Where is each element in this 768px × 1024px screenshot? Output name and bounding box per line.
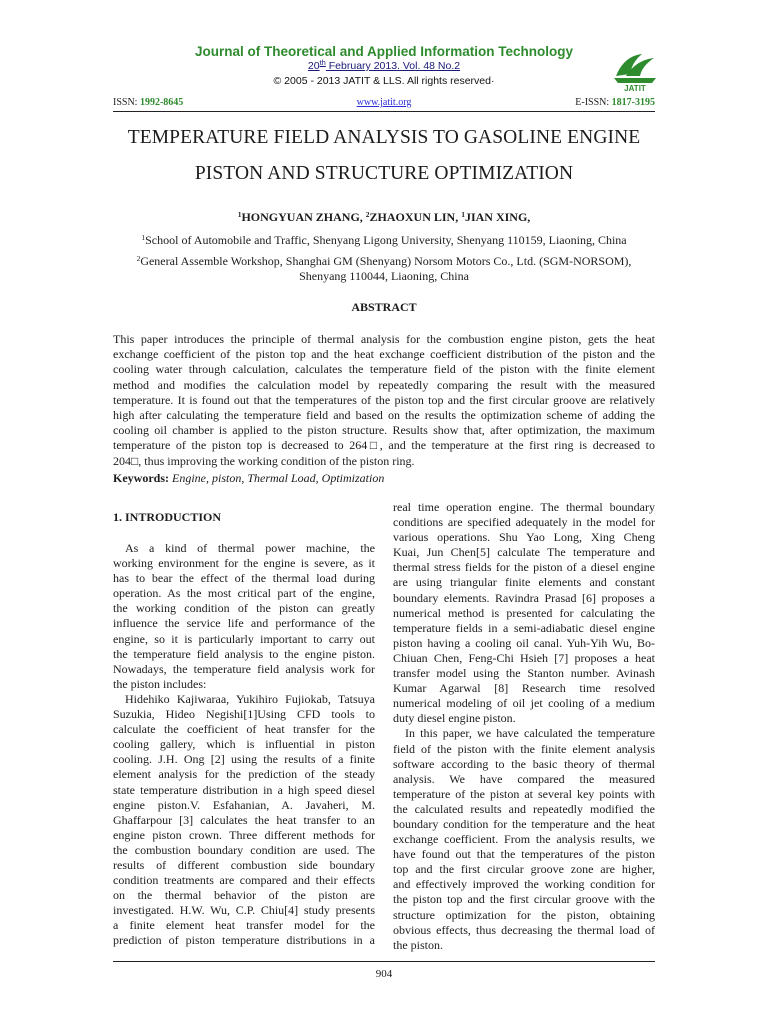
body-line: has to bear the effect of the thermal load during [113, 571, 375, 586]
abstract-line: method and modifies the calculation model by repeatedly comparing the result with the measured [113, 377, 655, 392]
abstract-heading: ABSTRACT [351, 300, 417, 314]
body-line: Ghaffarpour [3] calculates the heat transfer to an [113, 812, 375, 827]
keywords-label: Keywords: [113, 471, 169, 485]
abstract-line: 204□, thus improving the working condition of the piston ring. [113, 453, 415, 468]
body-line: working environment for the engine is severe, as it [113, 556, 375, 571]
body-line: temperature of the piston at several key points with [393, 786, 655, 801]
body-line: Kumar Agarwal [8] Research time resolved [393, 681, 655, 696]
body-line: temperature fields in a semi-adiabatic diesel engine [393, 620, 655, 635]
body-line: numerical modeling of oil jet cooling of a medium [393, 696, 655, 711]
body-line: prediction of piston temperature distributions in a [113, 933, 375, 948]
body-line: a finite element heat transfer model for the [113, 918, 375, 933]
body-line: real time operation engine. The thermal boundary [393, 500, 655, 514]
affiliation-text: Shenyang 110044, Liaoning, China [299, 269, 469, 283]
body-line: exchange coefficient. From the analysis results, we [393, 832, 655, 847]
keywords-value: Engine, piston, Thermal Load, Optimization [172, 471, 385, 485]
body-line: the temperature field analysis to the engine piston. [113, 646, 375, 661]
footer-rule [113, 961, 655, 962]
affiliation-1 [0, 233, 768, 248]
body-line: operation. As the most critical part of the engine, [113, 586, 375, 601]
body-column-left [113, 541, 375, 949]
body-line: and effectively improved the working condition for [393, 877, 655, 892]
body-line: Hidehiko Kajiwaraa, Yukihiro Fujiokab, Tatsuya [125, 691, 375, 706]
body-line: obvious effects, thus decreasing the thermal load of [393, 922, 655, 937]
issue-details: February 2013. Vol. 48 No.2 [325, 60, 461, 72]
body-line: cooling. J.H. Ong [2] using the results of a finite [113, 752, 375, 767]
body-line: transfer model using the Stanton number. Avinash [393, 666, 655, 681]
abstract-line: cooling water through calculation, calculates the temperature field of the piston with the finite element [113, 362, 655, 377]
body-line: results of different combustion side boundary [113, 857, 375, 872]
body-line: engine, so it is particularly important to carry out [113, 631, 375, 646]
body-line: Chiuan Chen, Feng-Chi Hsieh [7] proposes a heat [393, 650, 655, 665]
body-line: boundary elements. Ravindra Prasad [6] proposes a [393, 590, 655, 605]
affiliation-sup: 2 [136, 254, 141, 263]
eissn-value: 1817-3195 [611, 97, 655, 108]
abstract-line: high after calculating the temperature field and based on the results the optimization scheme of adding the [113, 407, 655, 422]
keywords [113, 471, 655, 486]
affiliation-2 [113, 254, 655, 284]
eissn-label: E-ISSN: [575, 97, 612, 108]
jatit-logo-icon [612, 50, 658, 92]
affiliation-sup: 1 [141, 233, 146, 242]
abstract-line: cooling oil chamber is applied to the piston structure. Results show that, after optimization, the maximum [113, 423, 655, 438]
issn-label: ISSN: [113, 97, 140, 108]
body-line: As a kind of thermal power machine, the [125, 541, 375, 555]
body-line: state temperature distribution in a high speed diesel [113, 782, 375, 797]
affiliation-text: School of Automobile and Traffic, Shenyang Ligong University, Shenyang 110159, Liaoning, China [145, 233, 627, 247]
body-line: condition treatments are compared and their effects [113, 873, 375, 888]
issn-value: 1992-8645 [139, 97, 184, 108]
abstract-line: temperature. It is found out that the temperatures of the piston top and the first circular groove are relatively [113, 392, 655, 407]
body-line: conditions are specified adequately in the model for [393, 515, 655, 530]
journal-title: Journal of Theoretical and Applied Information Technology [194, 44, 574, 59]
body-line: top and the first circular groove zone are higher, [393, 862, 655, 877]
abstract-line: temperature of the piston top is decreased to 264□, and the temperature at the first ring is decreased to [113, 438, 655, 453]
issn-row [113, 97, 655, 111]
body-line: the piston top and the first circular groove with the [393, 892, 655, 907]
body-line: the piston includes: [113, 676, 207, 691]
title-line-2: PISTON AND STRUCTURE OPTIMIZATION [194, 163, 574, 184]
authors [0, 210, 768, 225]
header-rule [113, 111, 655, 112]
author-name: JIAN XING, [464, 210, 531, 224]
body-line: Suzukia, Hideo Negishi[1]Using CFD tools to [113, 707, 375, 722]
body-line: the combustion boundary condition are used. The [113, 842, 375, 857]
body-line: numerical method is presented for calculating the [393, 605, 655, 620]
body-line: In this paper, we have calculated the temperature [405, 726, 655, 741]
author-name: HONGYUAN ZHANG, [241, 210, 366, 224]
logo-text: JATIT [624, 84, 646, 92]
body-line: investigated. H.W. Wu, C.P. Chiu[4] study presents [113, 903, 375, 918]
affiliation-text: General Assemble Workshop, Shanghai GM (Shenyang) Norsom Motors Co., Ltd. (SGM-NORSOM), [140, 254, 632, 268]
body-line: the calculated results and repeatedly modified the [393, 801, 655, 816]
title-line-1: TEMPERATURE FIELD ANALYSIS TO GASOLINE ENGINE [127, 127, 641, 148]
body-line: field of the piston with the finite element analysis [393, 741, 655, 756]
copyright-notice: © 2005 - 2013 JATIT & LLS. All rights reserved· [273, 75, 495, 87]
website-link[interactable]: www.jatit.org [356, 97, 412, 108]
body-line: the working condition of the piston can greatly [113, 601, 375, 616]
body-line: influence the service life and performance of the [113, 616, 375, 631]
body-line: piston having a cooling oil canal. Yuh-Yih Wu, Bo- [393, 635, 655, 650]
body-column-right [393, 500, 655, 953]
author-sup: 1 [237, 210, 242, 219]
body-line: various operations. Shu Yao Long, Xing Cheng [393, 530, 655, 545]
body-line: engine piston.V. Esfahanian, A. Javaheri, M. [113, 797, 375, 812]
abstract-body [113, 332, 655, 469]
body-line: engine piston crown. Three different methods for [113, 827, 375, 842]
body-line: boundary condition for the temperature and the heat [393, 816, 655, 831]
body-line: on the thermal behavior of the piston are [113, 888, 375, 903]
body-line: are using triangular finite elements and constant [393, 575, 655, 590]
author-name: ZHAOXUN LIN, [369, 210, 462, 224]
body-line: thermal stress fields for the piston of a diesel engine [393, 560, 655, 575]
body-line: duty diesel engine piston. [393, 711, 516, 726]
section-heading-introduction: 1. INTRODUCTION [113, 510, 222, 524]
paper-title [0, 120, 768, 192]
body-line: software according to the basic theory of thermal [393, 756, 655, 771]
body-line: have found out that the temperatures of the piston [393, 847, 655, 862]
author-sup: 1 [461, 210, 465, 219]
page-number: 904 [375, 968, 393, 980]
body-line: Nowadays, the temperature field analysis work for [113, 661, 375, 676]
body-line: cooling gallery, which is influential in piston [113, 737, 375, 752]
abstract-line: exchange coefficient of the piston top and the heat exchange coefficient distribution of the piston and the [113, 347, 655, 362]
body-line: calculate the coefficient of heat transfer for the [113, 722, 375, 737]
body-line: element analysis for the prediction of the steady [113, 767, 375, 782]
body-line: Kuai, Jun Chen[5] calculate The temperature and [393, 545, 655, 560]
author-sup: 2 [365, 210, 370, 219]
issue-day: 20 [307, 60, 320, 72]
abstract-line: This paper introduces the principle of thermal analysis for the combustion engine piston, gets the heat [113, 332, 655, 346]
body-line: structure optimization for the piston, obtaining [393, 907, 655, 922]
body-line: analysis. We have compared the measured [393, 771, 655, 786]
issue-day-suffix: th [319, 58, 326, 67]
body-line: the piston. [393, 937, 443, 952]
eissn [575, 97, 655, 108]
